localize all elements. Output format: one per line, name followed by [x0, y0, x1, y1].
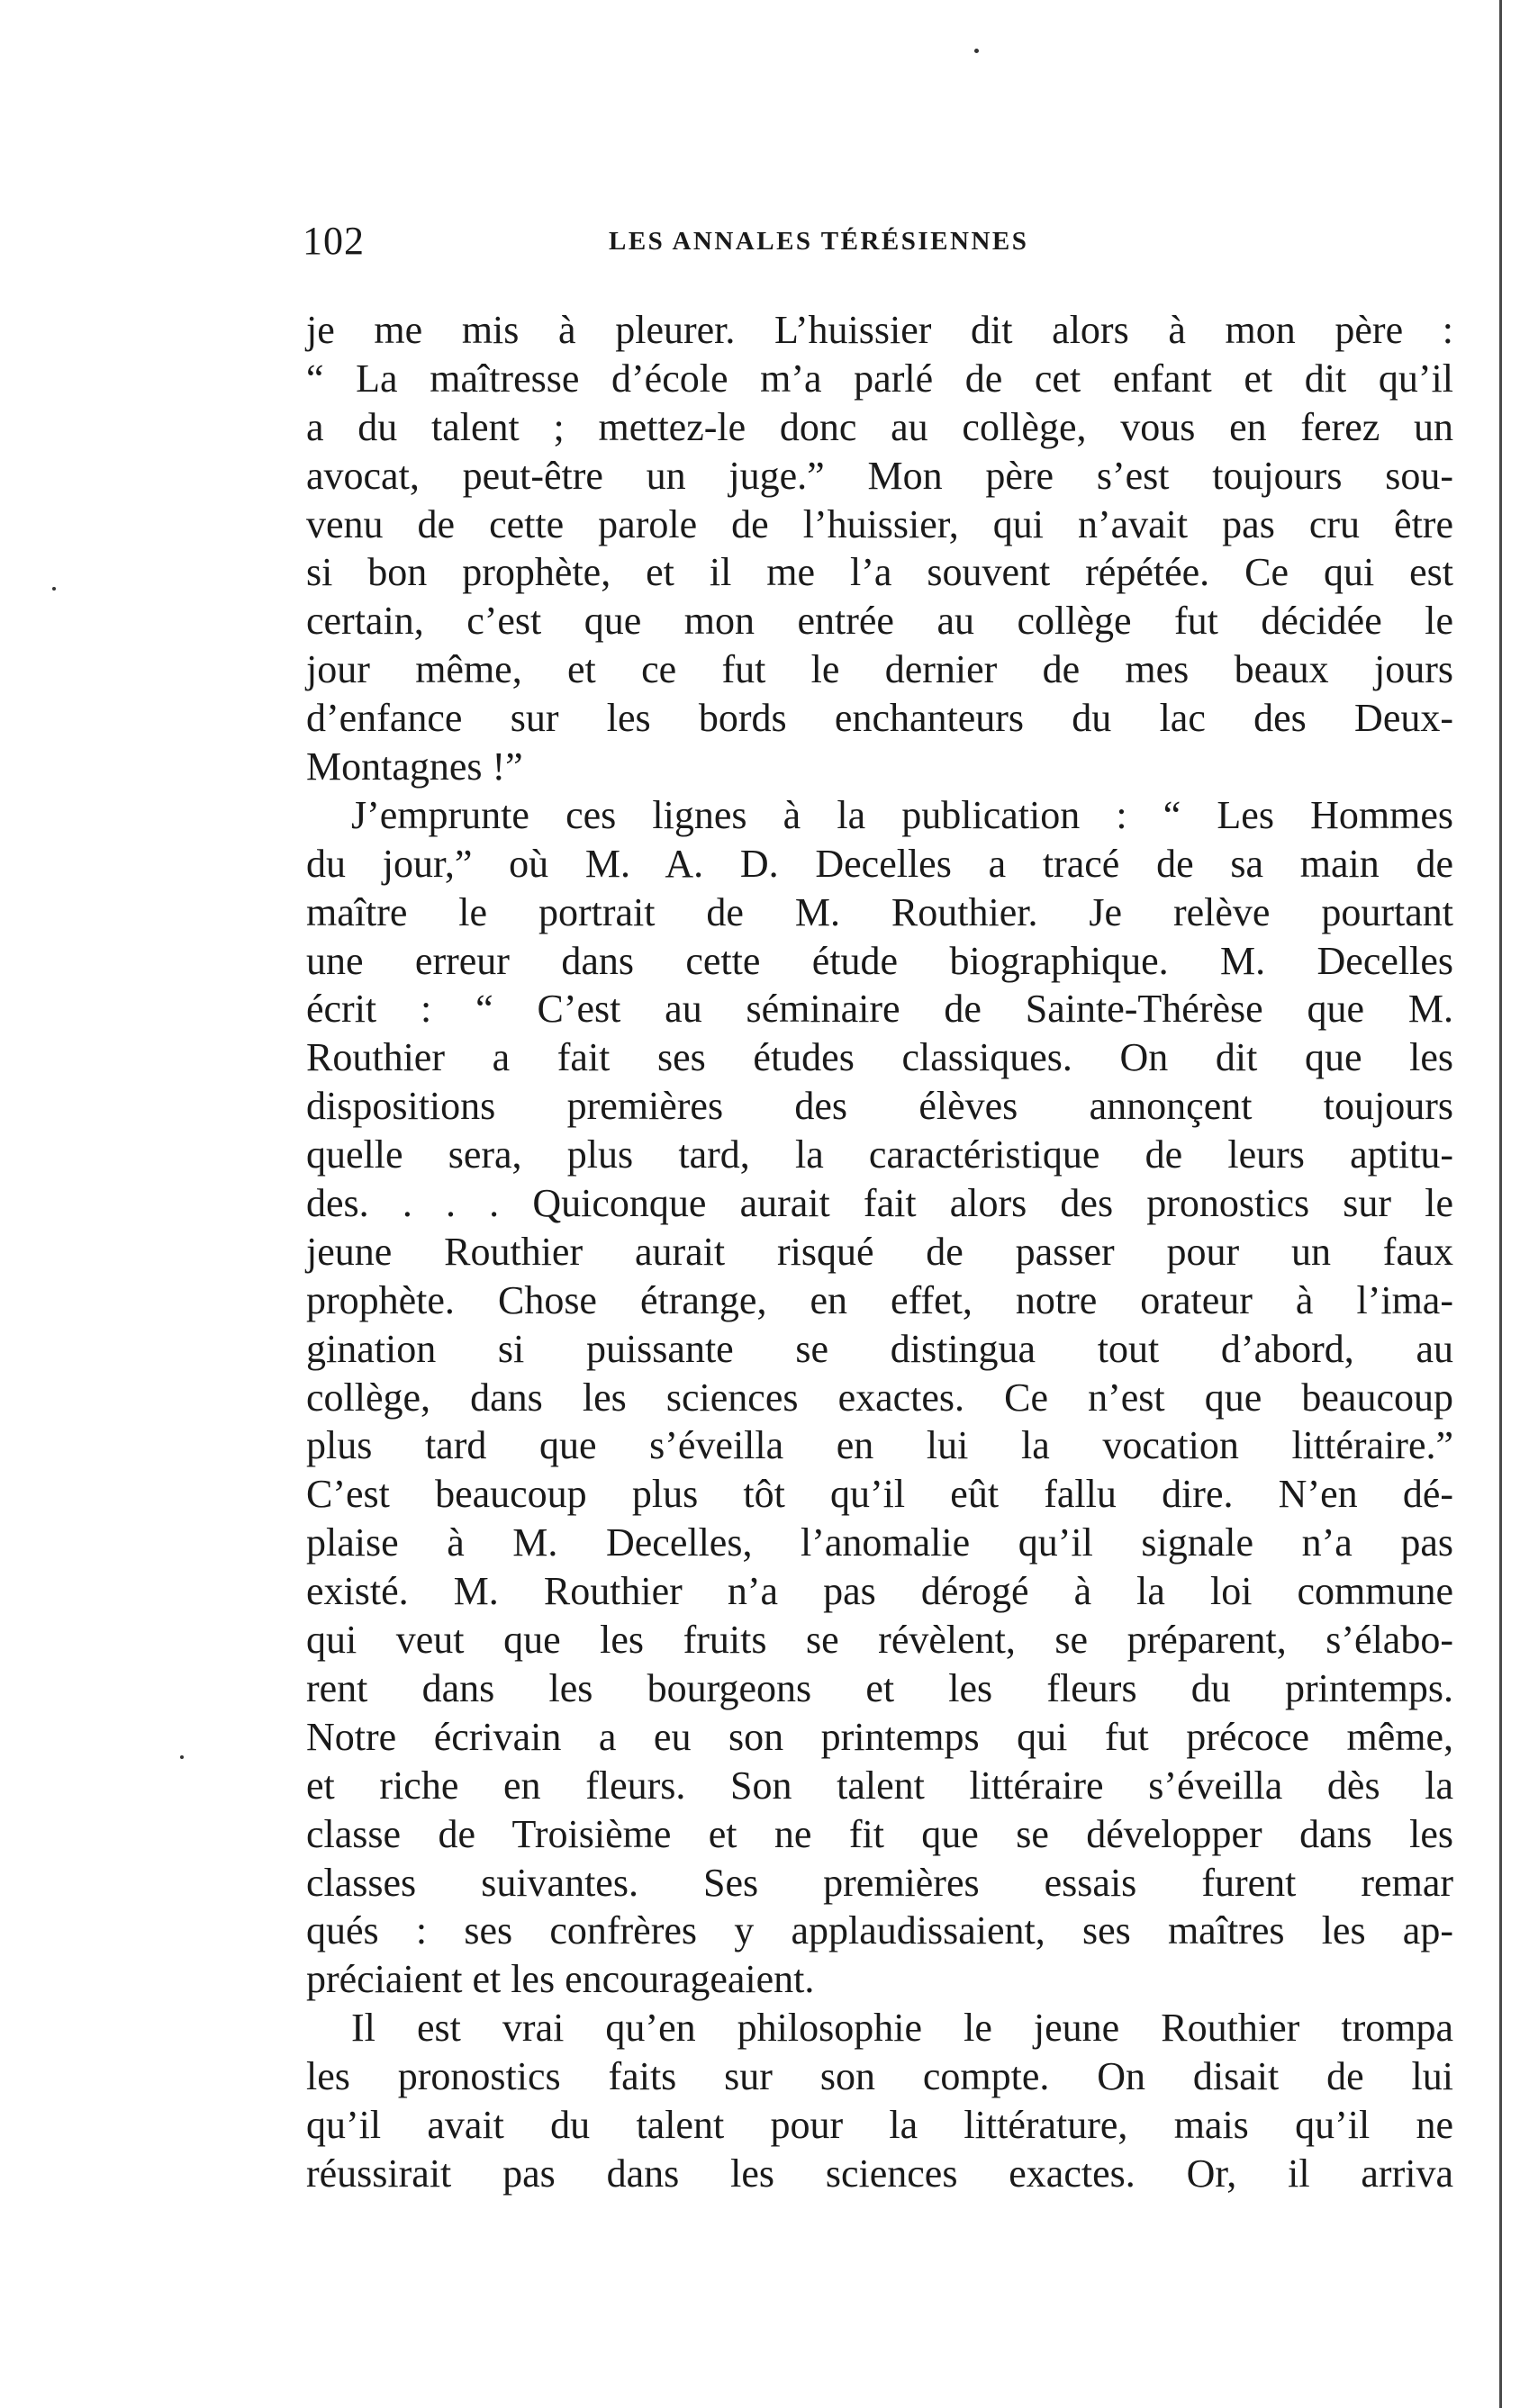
text-line: Routhier a fait ses études classiques. On dit que les: [306, 1035, 1453, 1080]
page-number: 102: [303, 219, 365, 263]
text-line: J’emprunte ces lignes à la publication : “ Les Hommes: [351, 792, 1453, 837]
text-line: qués : ses confrères y applaudissaient, ses maîtres les ap-: [306, 1908, 1453, 1953]
text-line: “ La maîtresse d’école m’a parlé de cet enfant et dit qu’il: [306, 356, 1453, 401]
scan-speck: [180, 1755, 184, 1759]
running-title: LES ANNALES TÉRÉSIENNES: [609, 227, 1029, 256]
text-line: d’enfance sur les bords enchanteurs du lac des Deux-: [306, 696, 1453, 741]
text-line: rent dans les bourgeons et les fleurs du printemps.: [306, 1665, 1453, 1710]
text-line: jeune Routhier aurait risqué de passer pour un faux: [306, 1229, 1453, 1274]
text-line: Notre écrivain a eu son printemps qui fut précoce même,: [306, 1714, 1453, 1759]
text-line: Il est vrai qu’en philosophie le jeune Routhier trompa: [351, 2006, 1453, 2051]
text-line: Montagnes !”: [306, 744, 523, 789]
text-line: qu’il avait du talent pour la littérature, mais qu’il ne: [306, 2102, 1453, 2147]
text-line: une erreur dans cette étude biographique. M. Decelles: [306, 938, 1453, 983]
text-line: maître le portrait de M. Routhier. Je relève pourtant: [306, 889, 1453, 934]
text-line: certain, c’est que mon entrée au collège fut décidée le: [306, 599, 1453, 644]
page-header: [303, 218, 1443, 263]
text-line: classes suivantes. Ses premières essais furent remar: [306, 1860, 1453, 1905]
text-line: existé. M. Routhier n’a pas dérogé à la loi commune: [306, 1569, 1453, 1614]
text-line: dispositions premières des élèves annonçent toujours: [306, 1084, 1453, 1129]
body-text: [306, 306, 1453, 2198]
text-line: collège, dans les sciences exactes. Ce n’est que beaucoup: [306, 1375, 1453, 1420]
text-line: je me mis à pleurer. L’huissier dit alors à mon père :: [306, 308, 1453, 352]
text-line: avocat, peut-être un juge.” Mon père s’est toujours sou-: [306, 453, 1453, 498]
scan-speck: [974, 49, 979, 53]
text-line: qui veut que les fruits se révèlent, se préparent, s’élabo-: [306, 1618, 1453, 1663]
text-line: a du talent ; mettez-le donc au collège, vous en ferez un: [306, 404, 1453, 449]
text-line: plaise à M. Decelles, l’anomalie qu’il signale n’a pas: [306, 1520, 1453, 1565]
text-line: écrit : “ C’est au séminaire de Sainte-Thérèse que M.: [306, 987, 1453, 1032]
scan-edge-line: [1499, 0, 1502, 2408]
text-line: des. . . . Quiconque aurait fait alors des pronostics sur le: [306, 1181, 1453, 1226]
scan-speck: [52, 587, 56, 591]
text-line: gination si puissante se distingua tout d’abord, au: [306, 1326, 1453, 1371]
text-line: venu de cette parole de l’huissier, qui n’avait pas cru être: [306, 501, 1453, 546]
text-line: réussirait pas dans les sciences exactes. Or, il arriva: [306, 2151, 1453, 2196]
text-line: plus tard que s’éveilla en lui la vocation littéraire.”: [306, 1423, 1453, 1468]
text-line: et riche en fleurs. Son talent littéraire s’éveilla dès la: [306, 1763, 1453, 1808]
text-line: prophète. Chose étrange, en effet, notre orateur à l’ima-: [306, 1277, 1453, 1322]
text-line: du jour,” où M. A. D. Decelles a tracé de sa main de: [306, 841, 1453, 886]
text-line: jour même, et ce fut le dernier de mes beaux jours: [306, 647, 1453, 692]
text-line: préciaient et les encourageaient.: [306, 1957, 815, 2002]
text-line: les pronostics faits sur son compte. On disait de lui: [306, 2054, 1453, 2099]
text-line: quelle sera, plus tard, la caractéristique de leurs aptitu-: [306, 1132, 1453, 1177]
text-line: C’est beaucoup plus tôt qu’il eût fallu dire. N’en dé-: [306, 1472, 1453, 1517]
text-line: classe de Troisième et ne fit que se développer dans les: [306, 1811, 1453, 1856]
text-line: si bon prophète, et il me l’a souvent répétée. Ce qui est: [306, 550, 1453, 595]
